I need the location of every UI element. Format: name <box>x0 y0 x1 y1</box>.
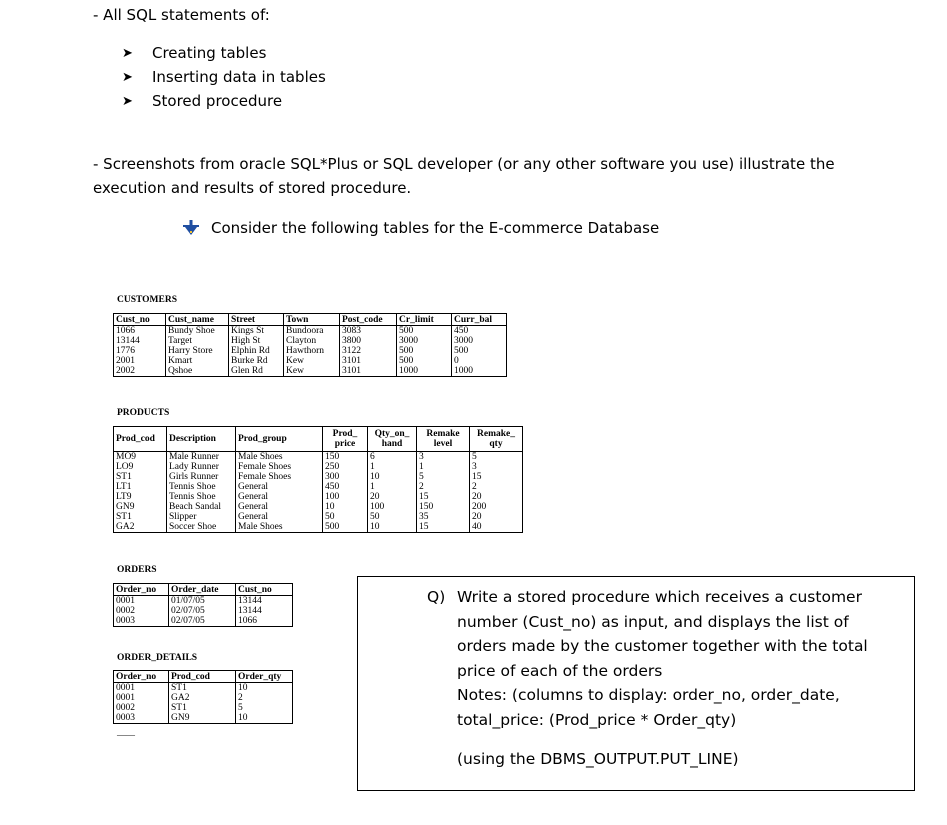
table-cell: GN9 <box>169 713 236 724</box>
table-cell: 02/07/05 <box>169 616 236 627</box>
table-cell: GA2 <box>114 522 167 533</box>
table-cell: Qshoe <box>166 366 229 377</box>
column-header: Cr_limit <box>397 314 452 326</box>
column-header: Order_date <box>169 584 236 596</box>
table-cell: Lady Runner <box>167 462 236 472</box>
table-header-row <box>114 584 293 596</box>
customers-table <box>113 313 507 377</box>
list-item-label: Creating tables <box>152 44 267 62</box>
list-item-label: Stored procedure <box>152 92 283 110</box>
products-title: PRODUCTS <box>117 408 170 418</box>
column-header: Prod_cod <box>114 427 167 452</box>
table-row <box>114 472 523 482</box>
table-cell: General <box>236 512 323 522</box>
table-cell: 10 <box>236 713 293 724</box>
table-cell: 1000 <box>397 366 452 377</box>
column-header: Cust_no <box>236 584 293 596</box>
table-cell: 0001 <box>114 683 169 694</box>
table-cell: ST1 <box>169 683 236 694</box>
table-cell: 0003 <box>114 713 169 724</box>
table-cell: 100 <box>368 502 417 512</box>
table-row <box>114 326 507 337</box>
table-cell: 20 <box>368 492 417 502</box>
table-cell: Soccer Shoe <box>167 522 236 533</box>
column-header: Curr_bal <box>452 314 507 326</box>
table-cell: 02/07/05 <box>169 606 236 616</box>
table-cell: Clayton <box>284 336 340 346</box>
table-cell: 13144 <box>114 336 166 346</box>
question-text <box>427 585 907 732</box>
table-cell: 3101 <box>340 366 397 377</box>
table-cell: 3800 <box>340 336 397 346</box>
list-item <box>122 65 326 89</box>
products-table <box>113 426 523 533</box>
table-cell: Male Shoes <box>236 452 323 463</box>
arrow-bullet-icon: ➤ <box>122 69 133 85</box>
consider-text: Consider the following tables for the E-commerce Database <box>211 219 660 237</box>
requirements-list <box>122 41 326 113</box>
table-cell: 1 <box>368 462 417 472</box>
table-cell: 5 <box>417 472 470 482</box>
table-row <box>114 596 293 607</box>
table-cell: Male Runner <box>167 452 236 463</box>
table-cell: 15 <box>470 472 523 482</box>
table-cell: 300 <box>323 472 368 482</box>
table-cell: 15 <box>417 522 470 533</box>
table-cell: 1 <box>368 482 417 492</box>
table-header-row <box>114 427 523 452</box>
down-arrow-plus-icon <box>183 220 199 236</box>
table-cell: Tennis Shoe <box>167 482 236 492</box>
table-header-row <box>114 671 293 683</box>
column-header: Prod_group <box>236 427 323 452</box>
consider-line <box>183 219 659 237</box>
list-item <box>122 41 326 65</box>
table-cell: ST1 <box>169 703 236 713</box>
table-row <box>114 512 523 522</box>
table-cell: 3000 <box>397 336 452 346</box>
table-cell: 10 <box>368 522 417 533</box>
table-cell: Female Shoes <box>236 472 323 482</box>
column-header: Cust_no <box>114 314 166 326</box>
table-cell: 10 <box>323 502 368 512</box>
table-cell: Male Shoes <box>236 522 323 533</box>
table-cell: 150 <box>323 452 368 463</box>
table-cell: LO9 <box>114 462 167 472</box>
table-row <box>114 606 293 616</box>
table-cell: 3000 <box>452 336 507 346</box>
table-cell: Slipper <box>167 512 236 522</box>
table-cell: Girls Runner <box>167 472 236 482</box>
orders-table <box>113 583 293 627</box>
table-row <box>114 616 293 627</box>
table-cell: GA2 <box>169 693 236 703</box>
table-cell: 500 <box>397 346 452 356</box>
column-header: Order_no <box>114 584 169 596</box>
table-cell: 20 <box>470 512 523 522</box>
table-cell: 250 <box>323 462 368 472</box>
table-cell: 150 <box>417 502 470 512</box>
question-line: number (Cust_no) as input, and displays the list of <box>457 612 849 631</box>
arrow-bullet-icon: ➤ <box>122 45 133 61</box>
order-details-table <box>113 670 293 724</box>
table-cell: LT1 <box>114 482 167 492</box>
question-line: Write a stored procedure which receives a customer <box>457 588 862 606</box>
table-row <box>114 492 523 502</box>
table-cell: Elphin Rd <box>229 346 284 356</box>
table-cell: 0001 <box>114 596 169 607</box>
table-cell: 0002 <box>114 606 169 616</box>
table-cell: Beach Sandal <box>167 502 236 512</box>
table-cell: 1066 <box>236 616 293 627</box>
table-cell: 2 <box>236 693 293 703</box>
column-header: Prod_ price <box>323 427 368 452</box>
table-cell: Kew <box>284 356 340 366</box>
table-cell: 40 <box>470 522 523 533</box>
column-header: Remake level <box>417 427 470 452</box>
list-item-label: Inserting data in tables <box>152 68 326 86</box>
question-note: (using the DBMS_OUTPUT.PUT_LINE) <box>457 750 739 768</box>
table-header-row <box>114 314 507 326</box>
column-header: Street <box>229 314 284 326</box>
table-cell: 35 <box>417 512 470 522</box>
column-header: Town <box>284 314 340 326</box>
column-header: Remake_ qty <box>470 427 523 452</box>
table-cell: 5 <box>470 452 523 463</box>
table-cell: 10 <box>236 683 293 694</box>
question-line: Notes: (columns to display: order_no, order_date, <box>457 686 840 704</box>
table-cell: Harry Store <box>166 346 229 356</box>
table-cell: 10 <box>368 472 417 482</box>
column-header: Order_qty <box>236 671 293 683</box>
table-cell: Bundy Shoe <box>166 326 229 337</box>
table-cell: High St <box>229 336 284 346</box>
intro-text: - All SQL statements of: <box>93 6 270 24</box>
table-cell: 0 <box>452 356 507 366</box>
table-row <box>114 462 523 472</box>
table-cell: 6 <box>368 452 417 463</box>
table-cell: 1 <box>417 462 470 472</box>
table-cell: 0003 <box>114 616 169 627</box>
table-cell: 100 <box>323 492 368 502</box>
table-cell: ST1 <box>114 472 167 482</box>
table-cell: 450 <box>452 326 507 337</box>
table-cell: 50 <box>323 512 368 522</box>
table-cell: 3 <box>470 462 523 472</box>
table-cell: Kings St <box>229 326 284 337</box>
table-cell: 450 <box>323 482 368 492</box>
arrow-bullet-icon: ➤ <box>122 93 133 109</box>
table-cell: Target <box>166 336 229 346</box>
table-cell: GN9 <box>114 502 167 512</box>
question-line: price of each of the orders <box>457 661 663 680</box>
table-row <box>114 346 507 356</box>
table-cell: Burke Rd <box>229 356 284 366</box>
table-cell: 3083 <box>340 326 397 337</box>
table-cell: Bundoora <box>284 326 340 337</box>
table-row <box>114 703 293 713</box>
table-cell: Female Shoes <box>236 462 323 472</box>
question-line: total_price: (Prod_price * Order_qty) <box>457 710 737 729</box>
table-cell: General <box>236 482 323 492</box>
table-cell: 13144 <box>236 606 293 616</box>
table-cell: 1000 <box>452 366 507 377</box>
table-cell: 3122 <box>340 346 397 356</box>
table-cell: Hawthorn <box>284 346 340 356</box>
table-cell: 500 <box>397 356 452 366</box>
table-row <box>114 336 507 346</box>
table-cell: 500 <box>397 326 452 337</box>
table-cell: 1066 <box>114 326 166 337</box>
column-header: Order_no <box>114 671 169 683</box>
table-cell: Tennis Shoe <box>167 492 236 502</box>
column-header: Prod_cod <box>169 671 236 683</box>
table-cell: 15 <box>417 492 470 502</box>
table-cell: 2 <box>470 482 523 492</box>
table-cell: 2 <box>417 482 470 492</box>
column-header: Description <box>167 427 236 452</box>
table-cell: 50 <box>368 512 417 522</box>
table-cell: 3 <box>417 452 470 463</box>
table-cell: 3101 <box>340 356 397 366</box>
order-details-title: ORDER_DETAILS <box>117 653 198 663</box>
table-cell: 500 <box>452 346 507 356</box>
page-break-mark: —— <box>117 730 135 740</box>
table-cell: 13144 <box>236 596 293 607</box>
table-cell: 0001 <box>114 693 169 703</box>
table-cell: General <box>236 492 323 502</box>
question-line: orders made by the customer together with the total <box>457 637 868 655</box>
table-row <box>114 693 293 703</box>
table-cell: 200 <box>470 502 523 512</box>
table-cell: 2001 <box>114 356 166 366</box>
list-item <box>122 89 326 113</box>
table-cell: 1776 <box>114 346 166 356</box>
column-header: Qty_on_ hand <box>368 427 417 452</box>
table-row <box>114 356 507 366</box>
column-header: Cust_name <box>166 314 229 326</box>
table-cell: 5 <box>236 703 293 713</box>
table-row <box>114 366 507 377</box>
customers-title: CUSTOMERS <box>117 295 178 305</box>
table-cell: 0002 <box>114 703 169 713</box>
table-cell: 500 <box>323 522 368 533</box>
table-row <box>114 452 523 463</box>
table-cell: 20 <box>470 492 523 502</box>
table-cell: MO9 <box>114 452 167 463</box>
question-label: Q) <box>427 588 446 606</box>
column-header: Post_code <box>340 314 397 326</box>
table-row <box>114 713 293 724</box>
table-row <box>114 482 523 492</box>
table-cell: LT9 <box>114 492 167 502</box>
table-cell: Glen Rd <box>229 366 284 377</box>
screenshots-instruction: - Screenshots from oracle SQL*Plus or SQL developer (or any other software you use) illustrate the execution and results of stored procedure. <box>93 155 835 197</box>
orders-title: ORDERS <box>117 565 157 575</box>
table-cell: General <box>236 502 323 512</box>
table-cell: Kew <box>284 366 340 377</box>
table-cell: 01/07/05 <box>169 596 236 607</box>
table-cell: ST1 <box>114 512 167 522</box>
table-row <box>114 522 523 533</box>
table-cell: Kmart <box>166 356 229 366</box>
table-row <box>114 502 523 512</box>
table-cell: 2002 <box>114 366 166 377</box>
table-row <box>114 683 293 694</box>
